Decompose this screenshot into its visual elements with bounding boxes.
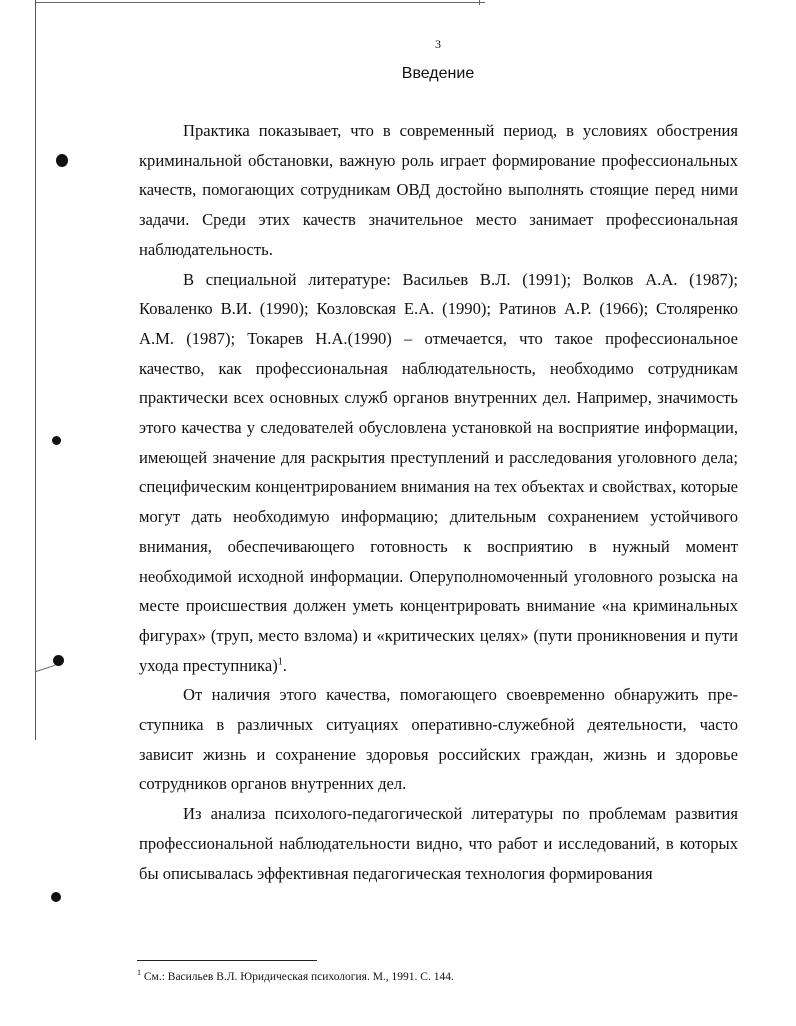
paragraph-2-text: В специальной литературе: Васильев В.Л. (1991); Волков А.А. (1987); Коваленко В.И. (1990); Козловская Е.А. (1990); Ратинов А.Р. (1966); Столяренко А.М. (1987); Токарев Н.А.(1990) – отмечается, что такое профессиональное качество, как профессиональная наблюдательность, необходимо сотрудникам практически всех основных служб органов внутренних дел. Например, значимость этого качества у следователей обусловлена установкой на восприятие информации, имеющей значение для раскрытия преступлений и расследования уголовного дела; специфическим концентрированием внимания на тех объектах и свойствах, которые могут дать необходимую информацию; длительным сохранением устойчивого внимания, обеспечивающего готовность к восприятию в нужный момент необходимой исходной информации. Оперуполномоченный уголовного розыска на месте происшествия должен уметь концентрировать внимание «на криминальных фигурах» (труп, место взлома) и «критических целях» (пути проникновения и пути ухода преступника) (139, 269, 738, 675)
punch-hole-mark (51, 892, 61, 902)
page-title: Введение (401, 65, 475, 82)
footnote-text: См.: Васильев В.Л. Юридическая психология. М., 1991. С. 144. (141, 970, 454, 983)
scan-border-top (35, 2, 485, 3)
punch-hole-mark (52, 436, 61, 445)
paragraph-3: От наличия этого качества, помогающего своевременно обнаружить преступника в различных ситуациях оперативно-служебной деятельности, часто зависит жизнь и сохранение здоровья российских граждан, жизнь и здоровье сотрудников органов внутренних дел. (139, 685, 738, 794)
scan-border-left (35, 0, 36, 740)
paragraph-2 (139, 265, 738, 681)
scan-tick-mark (479, 0, 480, 5)
punch-hole-mark (56, 154, 68, 167)
footnote-marker: 1 (137, 968, 141, 977)
paragraph-1: Практика показывает, что в современный период, в условиях обострения криминальной обстановки, важную роль играет формирование профессиональных качеств, помогающих сотрудникам ОВД достойно выполнять стоящие перед ними задачи. Среди этих качеств значительное место занимает профессиональная наблюдательность. (139, 121, 738, 259)
body-text (139, 116, 738, 888)
footnote-divider (137, 960, 317, 961)
scan-scratch-mark (36, 665, 55, 672)
footnote (137, 966, 737, 984)
footnote-reference: 1 (277, 656, 283, 668)
paragraph-2-end: . (282, 655, 287, 675)
page-number: 3 (435, 37, 441, 51)
paragraph-4: Из анализа психолого-педагогической литературы по проблемам развития профессиональной наблюдательности видно, что работ и исследований, в которых бы описывалась эффективная педагогическая технология формирования (139, 804, 738, 883)
